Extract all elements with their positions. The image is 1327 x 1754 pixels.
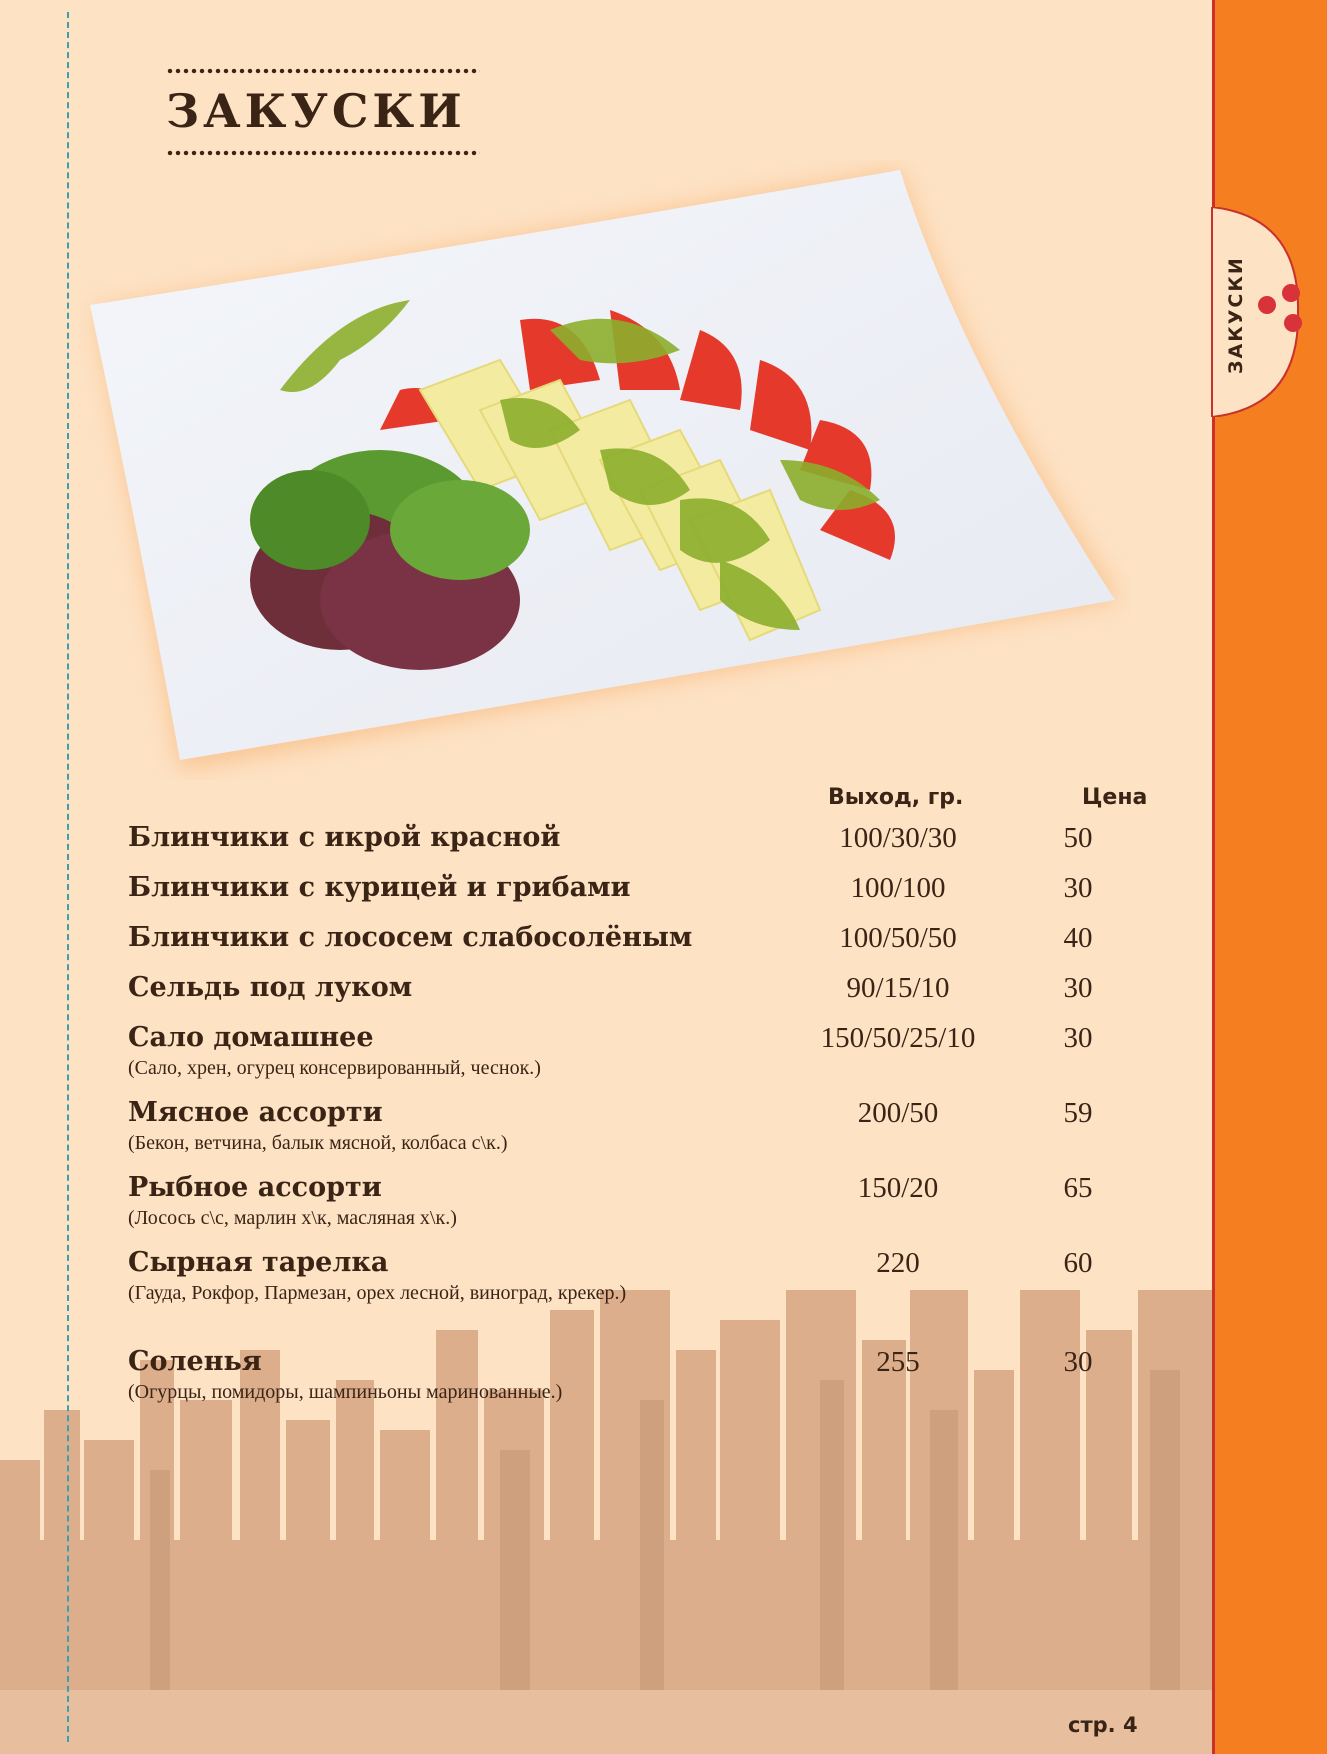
menu-item-price: 59 <box>1063 1097 1093 1129</box>
decorative-dot-icon <box>1284 314 1302 332</box>
plated-cheese-salad-photo <box>80 160 1130 780</box>
menu-item-name: Сельдь под луком <box>128 972 413 1003</box>
menu-item-name: Сало домашнее <box>128 1022 374 1053</box>
menu-item-description: (Сало, хрен, огурец консервированный, чеснок.) <box>128 1057 541 1079</box>
menu-item-yield: 150/50/25/10 <box>820 1022 976 1054</box>
menu-item-description: (Гауда, Рокфор, Пармезан, орех лесной, виноград, крекер.) <box>128 1282 627 1304</box>
menu-item-yield: 200/50 <box>857 1097 939 1129</box>
menu-item-price: 60 <box>1063 1247 1093 1279</box>
menu-item-price: 50 <box>1063 822 1093 854</box>
menu-item-yield: 90/15/10 <box>846 972 950 1004</box>
decorative-dot-icon <box>1258 296 1276 314</box>
menu-item-name: Соленья <box>128 1346 262 1377</box>
menu-item-name: Блинчики с лососем слабосолёным <box>128 922 693 953</box>
menu-item-price: 30 <box>1063 1022 1093 1054</box>
page-title: ЗАКУСКИ <box>166 84 466 138</box>
menu-item-yield: 255 <box>876 1346 920 1378</box>
menu-item-yield: 100/100 <box>850 872 946 904</box>
menu-item-name: Рыбное ассорти <box>128 1172 382 1203</box>
page-number: стр. 4 <box>1068 1713 1138 1737</box>
menu-item-name: Мясное ассорти <box>128 1097 383 1128</box>
menu-item-yield: 220 <box>876 1247 920 1279</box>
title-top-dots <box>166 68 480 74</box>
section-tab-label: ЗАКУСКИ <box>1225 256 1247 374</box>
menu-item-price: 40 <box>1063 922 1093 954</box>
menu-item-name: Сырная тарелка <box>128 1247 389 1278</box>
menu-item-name: Блинчики с курицей и грибами <box>128 872 631 903</box>
yield-column-header: Выход, гр. <box>828 785 964 810</box>
menu-item-yield: 100/50/50 <box>839 922 957 954</box>
menu-item-description: (Огурцы, помидоры, шампиньоны маринованные.) <box>128 1381 563 1403</box>
menu-item-description: (Лосось с\с, марлин х\к, масляная х\к.) <box>128 1207 457 1229</box>
menu-item-description: (Бекон, ветчина, балык мясной, колбаса с\к.) <box>128 1132 508 1154</box>
menu-item-yield: 150/20 <box>857 1172 939 1204</box>
menu-item-yield: 100/30/30 <box>839 822 957 854</box>
menu-item-price: 30 <box>1063 872 1093 904</box>
decorative-dot-icon <box>1282 284 1300 302</box>
menu-item-price: 30 <box>1063 972 1093 1004</box>
menu-item-name: Блинчики с икрой красной <box>128 822 561 853</box>
menu-item-price: 65 <box>1063 1172 1093 1204</box>
left-dashed-guide <box>67 12 69 1742</box>
price-column-header: Цена <box>1082 785 1148 810</box>
menu-item-price: 30 <box>1063 1346 1093 1378</box>
title-bottom-dots <box>166 150 480 156</box>
